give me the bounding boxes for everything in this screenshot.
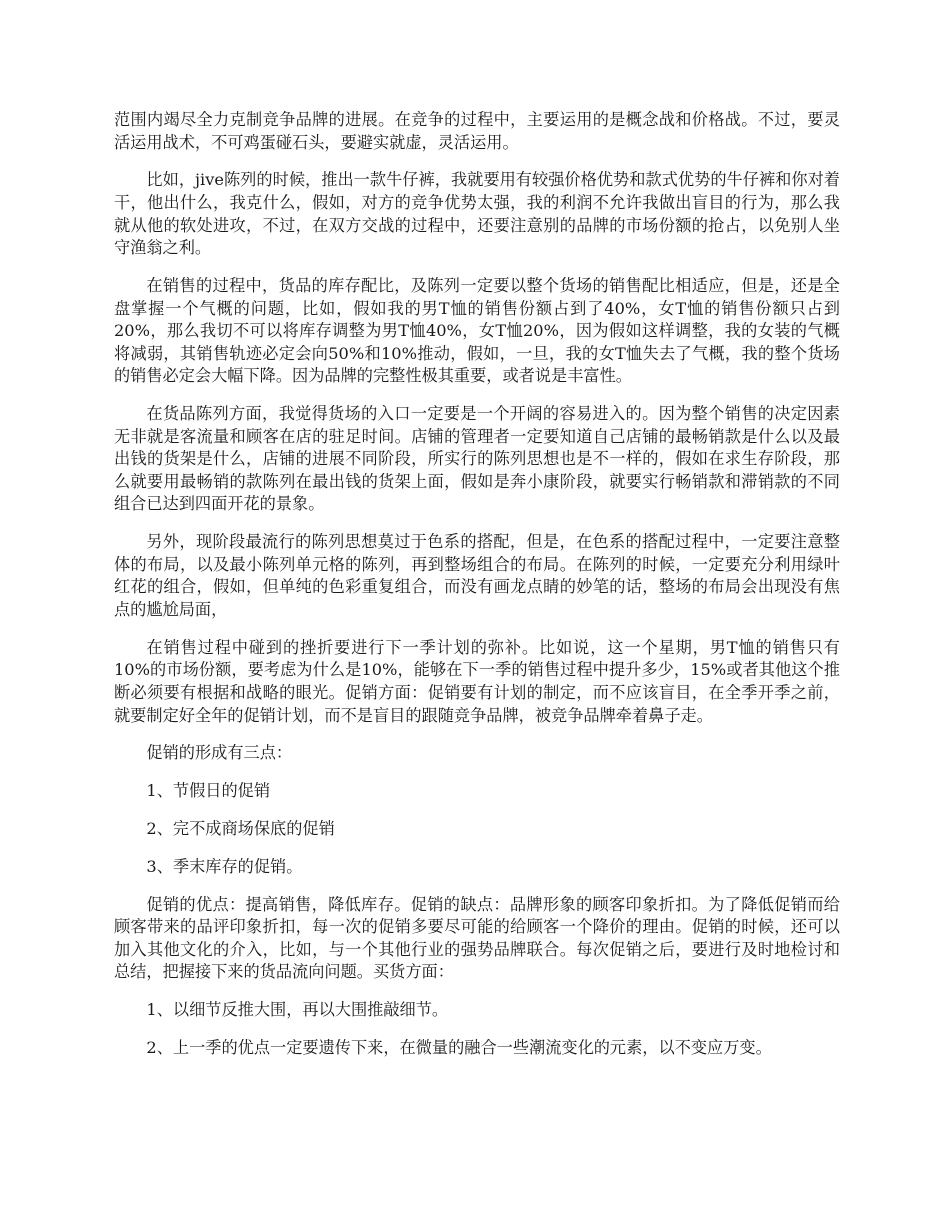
list-item: 1、节假日的促销	[146, 781, 271, 801]
paragraph: 在销售的过程中，货品的库存配比，及陈列一定要以整个货场的销售配比相适应，但是，还是全盘掌握一个气概的问题，比如，假如我的男T恤的销售份额占到了40%，女T恤的销售份额只占到20%，那么我切不可以将库存调整为男T恤40%，女T恤20%，因为假如这样调整，我的女装的气概将减弱，其销售轨迹必定会向50%和10%推动，假如，一旦，我的女T恤失去了气概，我的整个货场的销售必定会大幅下降。因为品牌的完整性极其重要，或者说是丰富性。	[114, 275, 840, 386]
list-item: 2、上一季的优点一定要遗传下来，在微量的融合一些潮流变化的元素，以不变应万变。	[146, 1037, 772, 1057]
list-item: 2、完不成商场保底的促销	[146, 818, 335, 838]
list-item: 1、以细节反推大围，再以大围推敲细节。	[146, 1000, 449, 1020]
paragraph: 比如，jive陈列的时候，推出一款牛仔裤，我就要用有较强价格优势和款式优势的牛仔裤和你对着干，他出什么，我克什么，假如，对方的竞争优势太强，我的利润不允许我做出盲目的行为，那么我就从他的软处进攻，不过，在双方交战的过程中，还要注意别的品牌的市场份额的抢占，以免别人坐守渔翁之利。	[114, 170, 840, 258]
paragraph: 另外，现阶段最流行的陈列思想莫过于色系的搭配，但是，在色系的搭配过程中，一定要注意整体的布局，以及最小陈列单元格的陈列，再到整场组合的布局。在陈列的时候，一定要充分利用绿叶红花的组合，假如，但单纯的色彩重复组合，而没有画龙点睛的妙笔的话，整场的布局会出现没有焦点的尴尬局面，	[114, 532, 840, 620]
paragraph: 范围内竭尽全力克制竞争品牌的进展。在竞争的过程中，主要运用的是概念战和价格战。不过，要灵活运用战术，不可鸡蛋碰石头，要避实就虚，灵活运用。	[114, 110, 840, 152]
paragraph: 促销的形成有三点：	[146, 743, 293, 763]
paragraph: 在销售过程中碰到的挫折要进行下一季计划的弥补。比如说，这一个星期，男T恤的销售只有10%的市场份额，要考虑为什么是10%，能够在下一季的销售过程中提升多少，15%或者其他这个推断必须要有根据和战略的眼光。促销方面：促销要有计划的制定，而不应该盲目，在全季开季之前，就要制定好全年的促销计划，而不是盲目的跟随竞争品牌，被竞争品牌牵着鼻子走。	[114, 637, 840, 725]
paragraph: 在货品陈列方面，我觉得货场的入口一定要是一个开阔的容易进入的。因为整个销售的决定因素无非就是客流量和顾客在店的驻足时间。店铺的管理者一定要知道自己店铺的最畅销款是什么以及最出钱的货架是什么，店铺的进展不同阶段，所实行的陈列思想也是不一样的，假如在求生存阶段，那么就要用最畅销的款陈列在最出钱的货架上面，假如是奔小康阶段，就要实行畅销款和滞销款的不同组合已达到四面开花的景象。	[114, 404, 840, 514]
document-body	[114, 109, 840, 1059]
list-item: 3、季末库存的促销。	[146, 856, 303, 876]
paragraph: 促销的优点：提高销售，降低库存。促销的缺点：品牌形象的顾客印象折扣。为了降低促销而给顾客带来的品评印象折扣，每一次的促销多要尽可能的给顾客一个降价的理由。促销的时候，还可以加入其他文化的介入，比如，与一个其他行业的强势品牌联合。每次促销之后，要进行及时地检讨和总结，把握接下来的货品流向问题。买货方面：	[114, 894, 840, 982]
